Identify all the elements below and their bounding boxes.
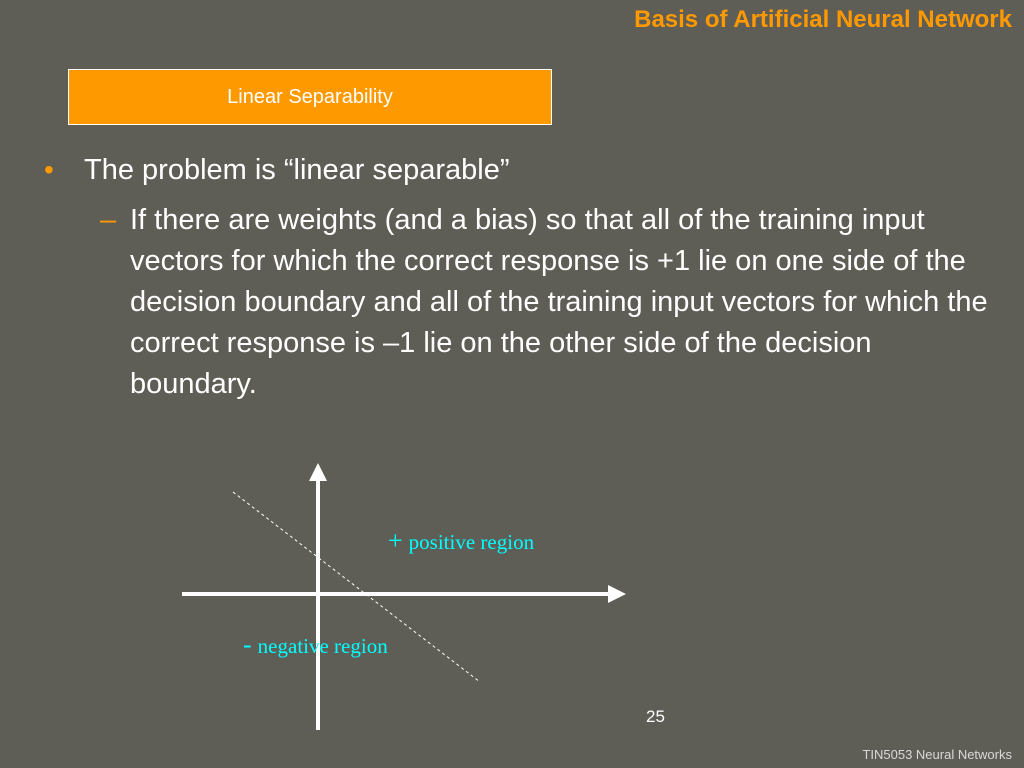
bullet-marker: • bbox=[44, 154, 54, 185]
x-axis-arrowhead bbox=[608, 585, 626, 603]
bullet-text: The problem is “linear separable” bbox=[84, 154, 510, 186]
section-label: Linear Separability bbox=[227, 85, 393, 108]
sub-bullet-marker: – bbox=[100, 204, 117, 236]
y-axis-arrowhead bbox=[309, 463, 327, 481]
positive-sign: + bbox=[388, 526, 403, 555]
positive-region-label bbox=[388, 526, 534, 556]
negative-sign: - bbox=[243, 630, 252, 659]
slide-title: Basis of Artificial Neural Network bbox=[634, 6, 1012, 33]
footer-course-label: TIN5053 Neural Networks bbox=[862, 747, 1012, 762]
positive-region-text: positive region bbox=[408, 530, 535, 554]
sub-bullet-text: If there are weights (and a bias) so that all of the training input vectors for which the correct response is +1 lie on one side of the decision boundary and all of the training input vectors for which the correct response is –1 lie on the other side of the decision boundary. bbox=[130, 204, 988, 400]
page-number: 25 bbox=[646, 707, 665, 726]
negative-region-text: negative region bbox=[257, 634, 388, 658]
negative-region-label bbox=[243, 630, 388, 660]
